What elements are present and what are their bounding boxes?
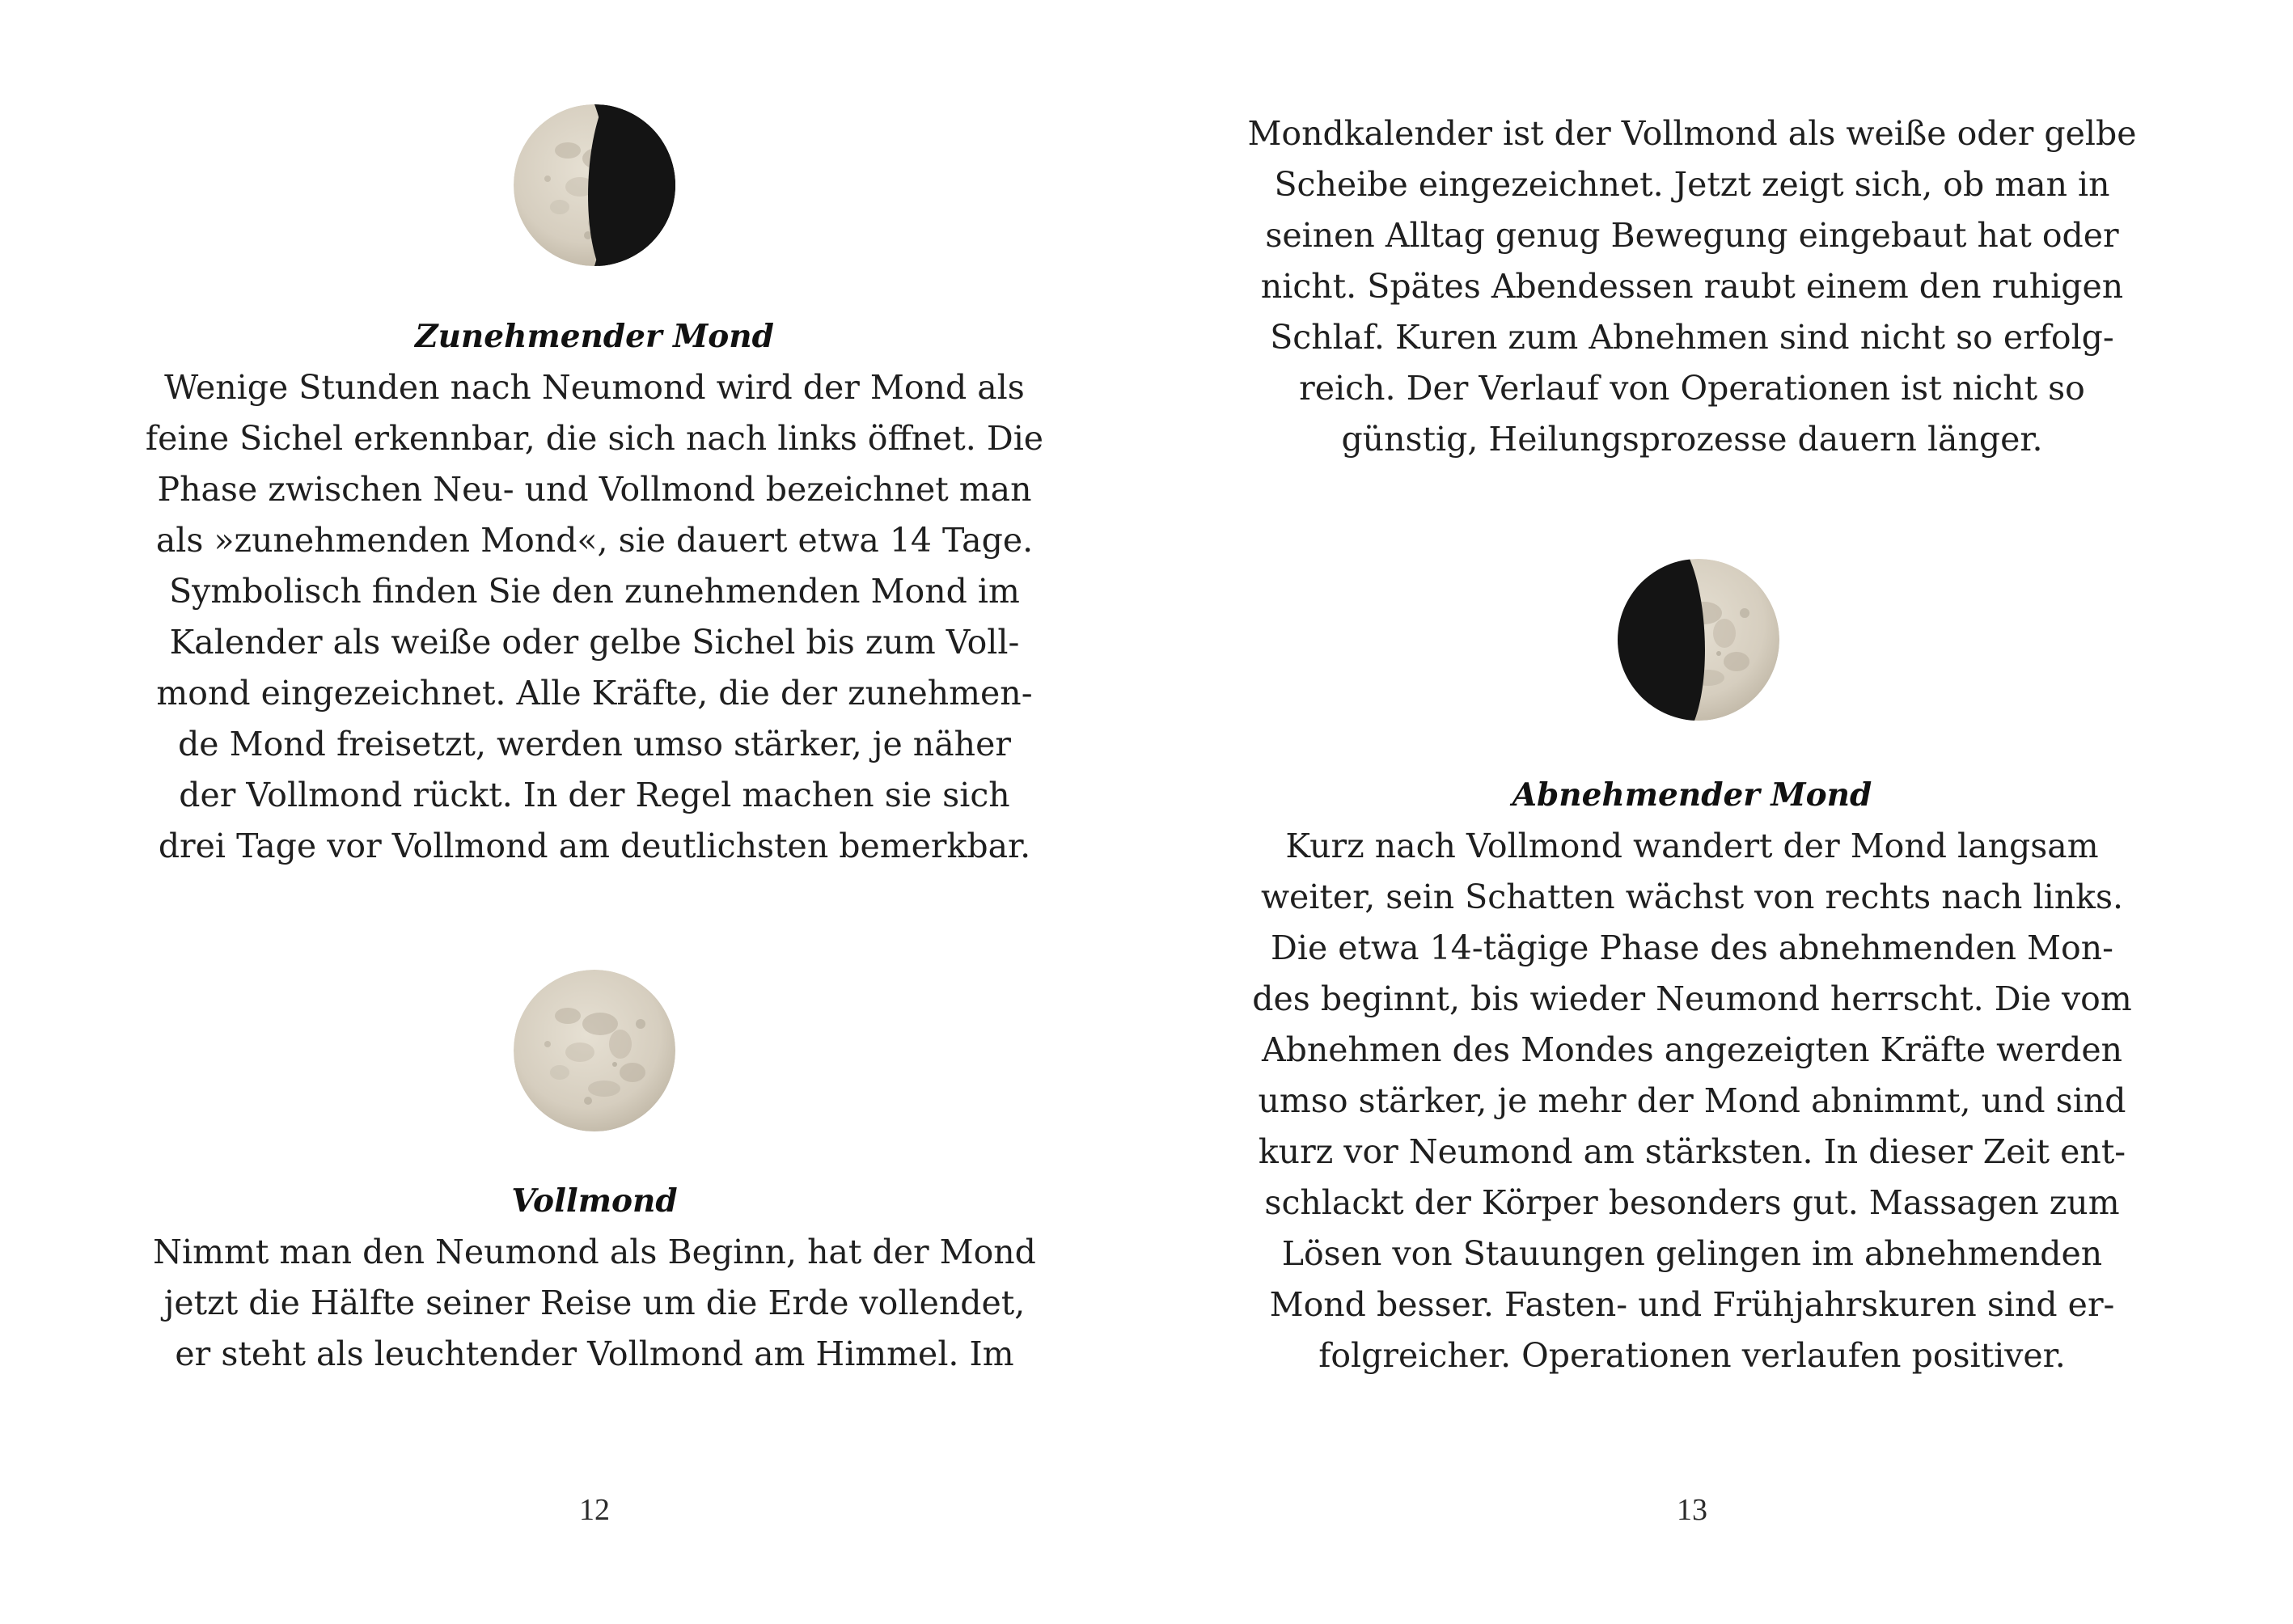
- text-line: Nimmt man den Neumond als Beginn, hat der Mond: [153, 1233, 1036, 1271]
- text-line: jetzt die Hälfte seiner Reise um die Erde vollendet,: [163, 1284, 1026, 1322]
- full-moon-paragraph: [0, 1227, 1189, 1380]
- text-line: Mond besser. Fasten- und Frühjahrskuren sind er-: [1269, 1285, 2115, 1324]
- full-moon-paragraph-continued: [1146, 108, 2238, 465]
- text-line: reich. Der Verlauf von Operationen ist nicht so: [1299, 369, 2085, 408]
- text-line: Mondkalender ist der Vollmond als weiße oder gelbe: [1247, 114, 2137, 153]
- text-line: de Mond freisetzt, werden umso stärker, je näher: [178, 725, 1011, 763]
- full-moon-icon: [511, 967, 678, 1134]
- text-line: seinen Alltag genug Bewegung eingebaut hat oder: [1265, 216, 2119, 255]
- text-line: drei Tage vor Vollmond am deutlichsten bemerkbar.: [158, 827, 1031, 865]
- text-line: weiter, sein Schatten wächst von rechts nach links.: [1260, 878, 2124, 916]
- text-line: feine Sichel erkennbar, die sich nach links öffnet. Die: [145, 419, 1044, 458]
- text-line: Lösen von Stauungen gelingen im abnehmenden: [1281, 1234, 2103, 1273]
- text-line: nicht. Spätes Abendessen raubt einem den ruhigen: [1260, 267, 2124, 306]
- text-line: des beginnt, bis wieder Neumond herrscht. Die vom: [1252, 979, 2132, 1018]
- page-number: 13: [1677, 1493, 1707, 1527]
- text-line: Die etwa 14-tägige Phase des abnehmenden Mon-: [1271, 928, 2113, 967]
- text-line: mond eingezeichnet. Alle Kräfte, die der zunehmen-: [156, 674, 1033, 713]
- text-line: folgreicher. Operationen verlaufen positiver.: [1318, 1336, 2066, 1375]
- text-line: Abnehmen des Mondes angezeigten Kräfte werden: [1262, 1030, 2122, 1069]
- right-page: [1146, 0, 2293, 1624]
- waxing-moon-icon: [511, 102, 678, 269]
- left-page: [0, 0, 1146, 1624]
- text-line: er steht als leuchtender Vollmond am Himmel. Im: [175, 1334, 1014, 1373]
- waning-moon-paragraph: [1146, 821, 2238, 1381]
- text-line: Schlaf. Kuren zum Abnehmen sind nicht so erfolg-: [1270, 318, 2114, 357]
- text-line: kurz vor Neumond am stärksten. In dieser Zeit ent-: [1258, 1132, 2126, 1171]
- text-line: Phase zwischen Neu- und Vollmond bezeichnet man: [157, 470, 1032, 509]
- text-line: Kurz nach Vollmond wandert der Mond langsam: [1285, 827, 2099, 865]
- text-line: als »zunehmenden Mond«, sie dauert etwa 14 Tage.: [155, 521, 1034, 560]
- page-number: 12: [579, 1493, 610, 1527]
- text-line: der Vollmond rückt. In der Regel machen sie sich: [179, 776, 1010, 814]
- waxing-moon-heading: Zunehmender Mond: [415, 318, 774, 355]
- text-line: günstig, Heilungsprozesse dauern länger.: [1341, 420, 2043, 459]
- full-moon-heading: Vollmond: [511, 1182, 678, 1220]
- text-line: umso stärker, je mehr der Mond abnimmt, und sind: [1258, 1081, 2126, 1120]
- waxing-moon-paragraph: [0, 362, 1189, 872]
- text-line: Kalender als weiße oder gelbe Sichel bis zum Voll-: [169, 623, 1020, 662]
- waning-moon-icon: [1615, 556, 1782, 723]
- text-line: Scheibe eingezeichnet. Jetzt zeigt sich, ob man in: [1274, 165, 2110, 204]
- text-line: Wenige Stunden nach Neumond wird der Mond als: [164, 368, 1025, 407]
- waning-moon-heading: Abnehmender Mond: [1512, 776, 1872, 814]
- text-line: schlackt der Körper besonders gut. Massagen zum: [1264, 1183, 2120, 1222]
- text-line: Symbolisch finden Sie den zunehmenden Mond im: [169, 572, 1020, 611]
